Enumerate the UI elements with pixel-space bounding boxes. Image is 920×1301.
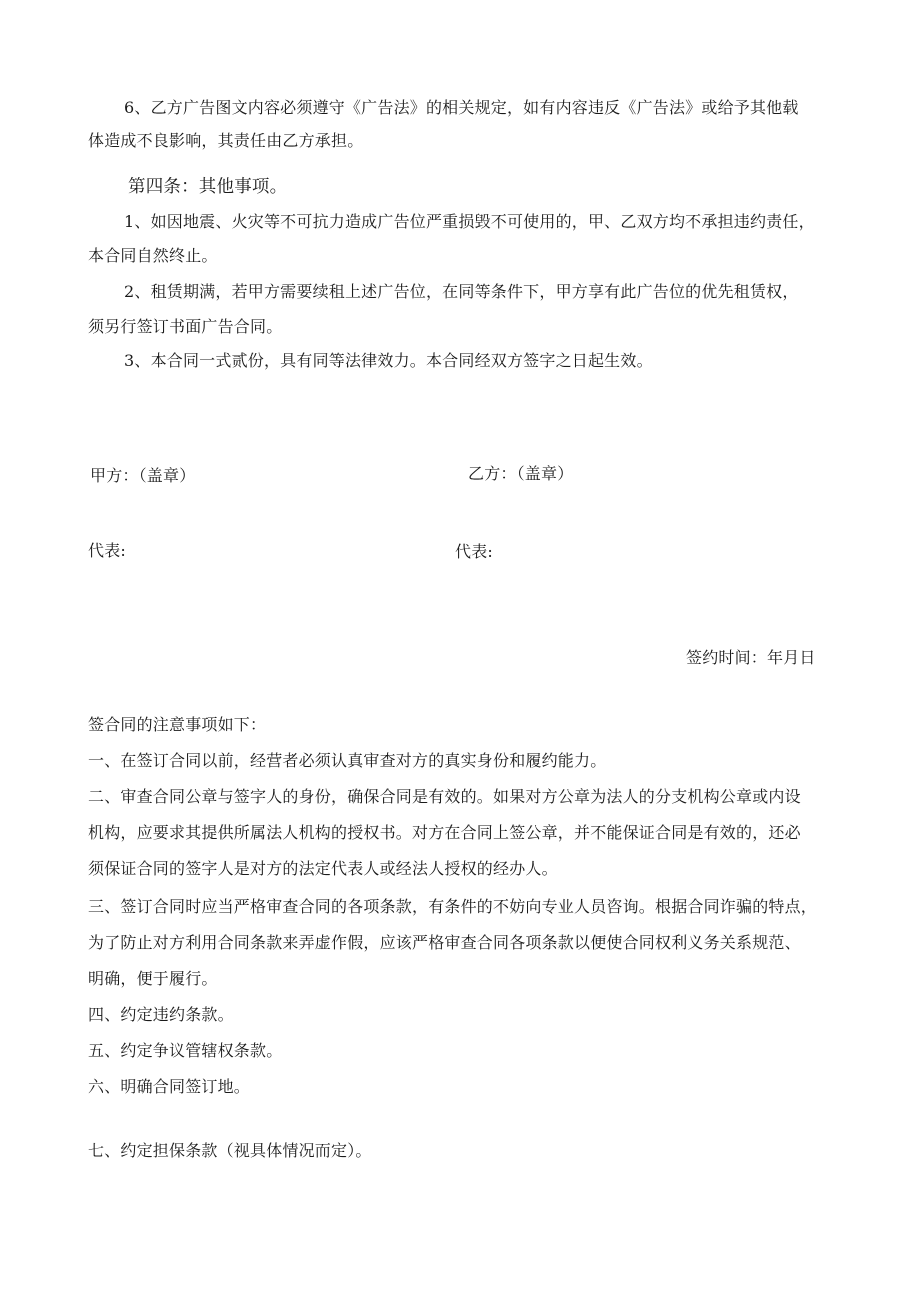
note-5: 五、约定争议管辖权条款。 <box>88 1041 283 1060</box>
note-7: 七、约定担保条款（视具体情况而定）。 <box>88 1141 372 1160</box>
article4-item2-line1: 2、租赁期满，若甲方需要续租上述广告位，在同等条件下，甲方享有此广告位的优先租赁权， <box>124 282 799 301</box>
clause6-line1: 6、乙方广告图文内容必须遵守《广告法》的相关规定，如有内容违反《广告法》或给予其他载 <box>124 98 799 117</box>
notes-title: 签合同的注意事项如下： <box>88 715 267 734</box>
note-2-line1: 二、审查合同公章与签字人的身份，确保合同是有效的。如果对方公章为法人的分支机构公章或内设 <box>88 787 801 806</box>
article4-item1-line1: 1、如因地震、火灾等不可抗力造成广告位严重损毁不可使用的，甲、乙双方均不承担违约责任， <box>124 212 815 231</box>
note-3-line2: 为了防止对方利用合同条款来弄虚作假，应该严格审查合同各项条款以便使合同权利义务关系规范、 <box>88 933 801 952</box>
note-2-line3: 须保证合同的签字人是对方的法定代表人或经法人授权的经办人。 <box>88 859 558 878</box>
party-a-seal: 甲方：（盖章） <box>90 466 196 485</box>
article4-item2-line2: 须另行签订书面广告合同。 <box>88 317 283 336</box>
note-3-line1: 三、签订合同时应当严格审查合同的各项条款，有条件的不妨向专业人员咨询。根据合同诈骗的特点， <box>88 897 818 916</box>
party-a-representative: 代表: <box>88 541 126 560</box>
note-3-line3: 明确，便于履行。 <box>88 969 218 988</box>
article4-item3-line1: 3、本合同一式贰份，具有同等法律效力。本合同经双方签字之日起生效。 <box>124 351 653 370</box>
note-6: 六、明确合同签订地。 <box>88 1077 251 1096</box>
clause6-line2: 体造成不良影响，其责任由乙方承担。 <box>88 131 364 150</box>
note-1: 一、在签订合同以前，经营者必须认真审查对方的真实身份和履约能力。 <box>88 751 607 770</box>
note-2-line2: 机构，应要求其提供所属法人机构的授权书。对方在合同上签公章，并不能保证合同是有效的，还必 <box>88 823 801 842</box>
article4-item1-line2: 本合同自然终止。 <box>88 246 218 265</box>
note-4: 四、约定违约条款。 <box>88 1005 234 1024</box>
article4-title: 第四条：其他事项。 <box>128 177 288 197</box>
party-b-seal: 乙方：（盖章） <box>468 464 574 483</box>
party-b-representative: 代表: <box>455 542 493 561</box>
signing-date: 签约时间：年月日 <box>686 648 816 667</box>
